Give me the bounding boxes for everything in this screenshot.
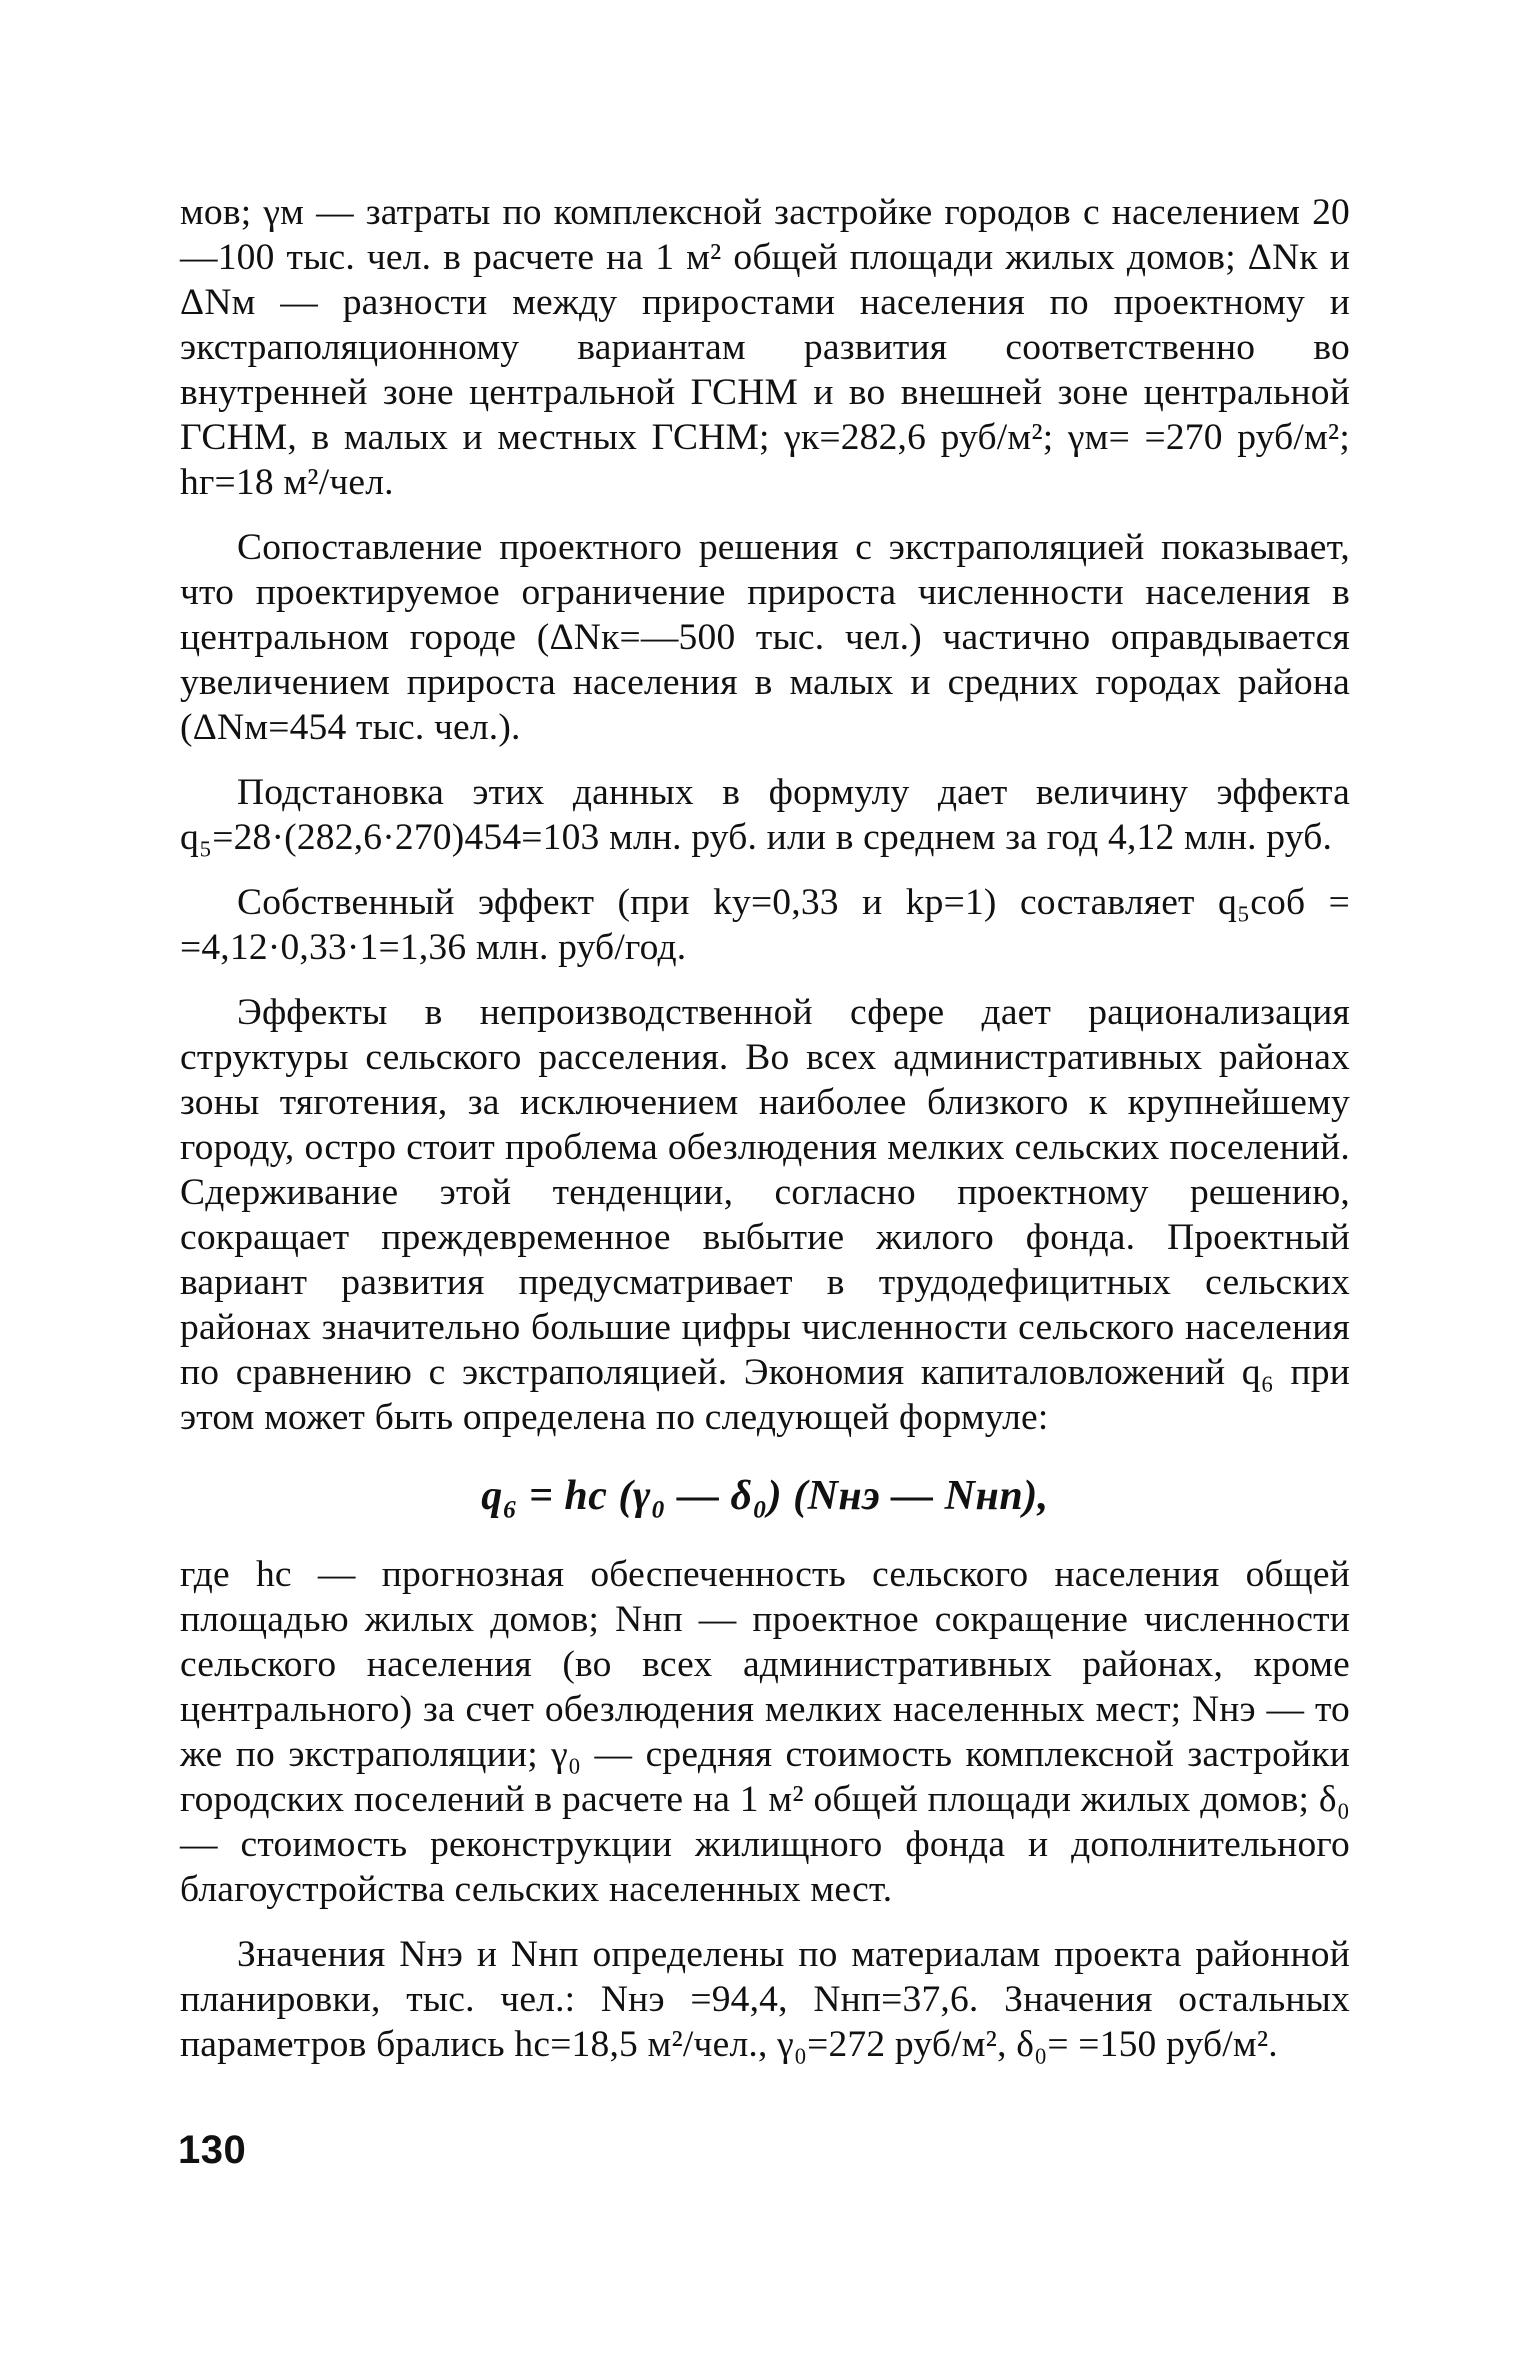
paragraph-own-effect: Собственный эффект (при kу=0,33 и kр=1) составляет q₅соб = =4,12·0,33·1=1,36 млн. руб/год. [180,882,1350,968]
formula-q6: q₆ = hс (γ₀ — δ₀) (Nнэ — Nнп), [481,1473,1049,1519]
paragraph-values: Значения Nнэ и Nнп определены по материалам проекта районной планировки, тыс. чел.: Nнэ =94,4, Nнп=37,6. Значения остальных параметров брались hс=18,5 м²/чел., γ₀=272 руб/м², δ₀= =150 руб/м². [180,1934,1350,2065]
paragraph-comparison: Сопоставление проектного решения с экстраполяцией показывает, что проектируемое ограничение прироста численности населения в центральном городе (ΔNк=—500 тыс. чел.) частично оправдывается увеличением прироста населения в малых и средних городах района (ΔNм=454 тыс. чел.). [180,527,1350,748]
page-number: 130 [178,2128,247,2172]
page-body [180,190,1350,2087]
paragraph-nonproduction-effects: Эффекты в непроизводственной сфере дает рационализация структуры сельского расселения. Во всех административных районах зоны тяготения, за исключением наиболее близкого к крупнейшему городу, остро стоит проблема обезлюдения мелких сельских поселений. Сдерживание этой тенденции, согласно проектному решению, сокращает преждевременное выбытие жилого фонда. Проектный вариант развития предусматривает в трудодефицитных сельских районах значительно большие цифры численности сельского населения по сравнению с экстраполяцией. Экономия капиталовложений q₆ при этом может быть определена по следующей формуле: [180,992,1350,1438]
paragraph-definitions: где hс — прогнозная обеспеченность сельского населения общей площадью жилых домов; Nнп — проектное сокращение численности сельского населения (во всех административных районах, кроме центрального) за счет обезлюдения мелких населенных мест; Nнэ — то же по экстраполяции; γ₀ — средняя стоимость комплексной застройки городских поселений в расчете на 1 м² общей площади жилых домов; δ₀ — стоимость реконструкции жилищного фонда и дополнительного благоустройства сельских населенных мест. [180,1554,1350,1910]
paragraph-substitution: Подстановка этих данных в формулу дает величину эффекта q₅=28·(282,6·270)454=103 млн. руб. или в среднем за год 4,12 млн. руб. [180,772,1350,858]
paragraph-continuation: мов; γм — затраты по комплексной застройке городов с населением 20—100 тыс. чел. в расчете на 1 м² общей площади жилых домов; ΔNк и ΔNм — разности между приростами населения по проектному и экстраполяционному вариантам развития соответственно во внутренней зоне центральной ГСНМ и во внешней зоне центральной ГСНМ, в малых и местных ГСНМ; γк=282,6 руб/м²; γм= =270 руб/м²; hг=18 м²/чел. [180,192,1350,503]
